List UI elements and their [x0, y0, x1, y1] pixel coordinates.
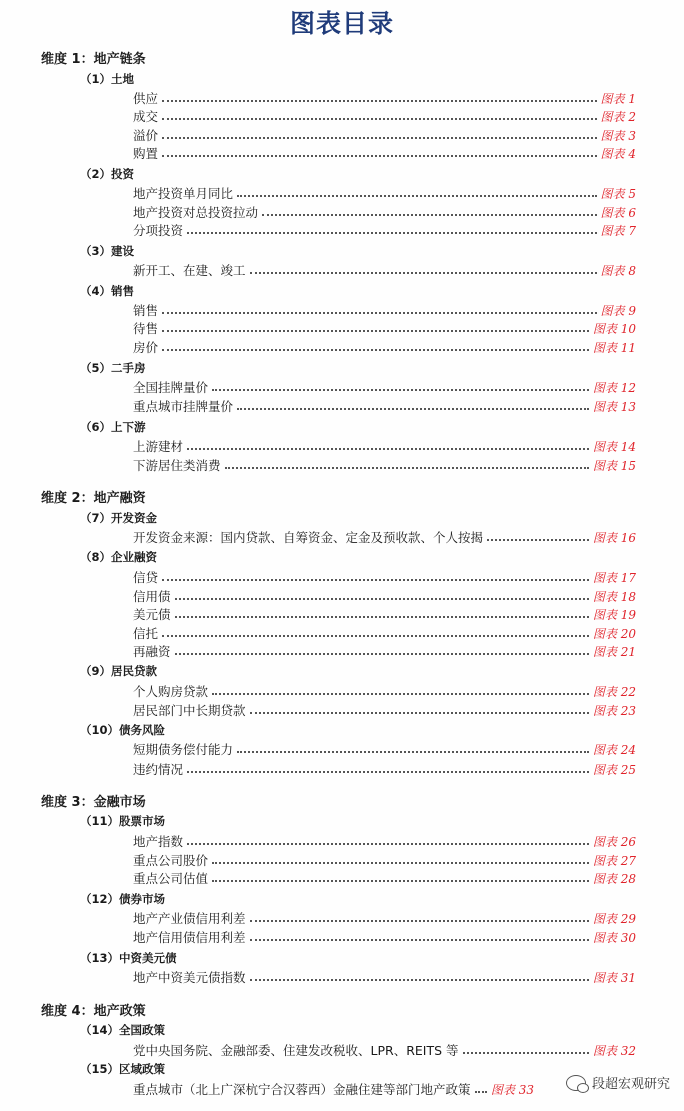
entry-label: 重点城市（北上广深杭宁合汉蓉西）金融住建等部门地产政策	[133, 1082, 471, 1097]
toc-entry[interactable]	[133, 909, 636, 927]
figure-ref[interactable]: 图表 33	[490, 1082, 534, 1097]
subsection-heading: （9）居民贷款	[80, 664, 158, 678]
dot-leader	[237, 195, 597, 197]
entry-label: 地产投资对总投资拉动	[133, 205, 259, 220]
entry-label: 新开工、在建、竣工	[133, 263, 246, 278]
toc-entry[interactable]	[133, 1080, 534, 1098]
subsection-heading: （10）债务风险	[80, 723, 166, 737]
toc-entry[interactable]	[133, 869, 636, 887]
dot-leader	[162, 118, 597, 120]
dot-leader	[250, 712, 589, 714]
figure-ref[interactable]: 图表 17	[592, 570, 636, 585]
subsection-heading: （6）上下游	[80, 420, 146, 434]
figure-ref[interactable]: 图表 12	[592, 380, 636, 395]
toc-entry[interactable]	[133, 528, 636, 546]
entry-label: 美元债	[133, 607, 171, 622]
toc-entry[interactable]	[133, 378, 636, 396]
section-heading: 维度 2：地产融资	[41, 491, 146, 506]
figure-ref[interactable]: 图表 15	[592, 458, 636, 473]
dot-leader	[237, 751, 589, 753]
entry-label: 短期债务偿付能力	[133, 742, 234, 757]
toc-entry[interactable]	[133, 928, 636, 946]
toc-entry[interactable]	[133, 587, 636, 605]
toc-entry[interactable]	[133, 144, 636, 162]
toc-entry[interactable]	[133, 126, 636, 144]
toc-entry[interactable]	[133, 760, 636, 778]
toc-entry[interactable]	[133, 568, 636, 586]
figure-ref[interactable]: 图表 31	[592, 970, 636, 985]
toc-entry[interactable]	[133, 682, 636, 700]
entry-label: 溢价	[133, 128, 159, 143]
toc-entry[interactable]	[133, 605, 636, 623]
dot-leader	[162, 137, 597, 139]
entry-label: 开发资金来源：国内贷款、自筹资金、定金及预收款、个人按揭	[133, 530, 484, 545]
figure-ref[interactable]: 图表 27	[592, 853, 636, 868]
figure-ref[interactable]: 图表 3	[600, 128, 636, 143]
figure-ref[interactable]: 图表 5	[600, 186, 636, 201]
figure-ref[interactable]: 图表 10	[592, 321, 636, 336]
page-title: 图表目录	[289, 9, 394, 38]
figure-ref[interactable]: 图表 24	[592, 742, 636, 757]
subsection-heading: （2）投资	[80, 167, 135, 181]
subsection-heading: （13）中资美元债	[80, 951, 177, 965]
toc-entry[interactable]	[133, 301, 636, 319]
dot-leader	[487, 539, 589, 541]
dot-leader	[187, 448, 589, 450]
figure-ref[interactable]: 图表 20	[592, 626, 636, 641]
figure-ref[interactable]: 图表 11	[592, 340, 636, 355]
figure-ref[interactable]: 图表 16	[592, 530, 636, 545]
dot-leader	[162, 635, 589, 637]
entry-label: 地产指数	[133, 834, 184, 849]
toc-entry[interactable]	[133, 184, 636, 202]
dot-leader	[187, 843, 589, 845]
entry-label: 信托	[133, 626, 159, 641]
section-heading: 维度 4：地产政策	[41, 1004, 146, 1019]
dot-leader	[162, 579, 589, 581]
toc-entry[interactable]	[133, 851, 636, 869]
dot-leader	[162, 100, 597, 102]
section-heading: 维度 1：地产链条	[41, 52, 146, 67]
entry-label: 待售	[133, 321, 159, 336]
subsection-heading: （11）股票市场	[80, 814, 166, 828]
figure-ref[interactable]: 图表 21	[592, 644, 636, 659]
wechat-icon	[566, 1075, 586, 1091]
entry-label: 重点城市挂牌量价	[133, 399, 234, 414]
entry-label: 个人购房贷款	[133, 684, 209, 699]
toc-entry[interactable]	[133, 338, 636, 356]
subsection-heading: （8）企业融资	[80, 550, 158, 564]
dot-leader	[162, 330, 589, 332]
dot-leader	[187, 232, 597, 234]
figure-ref[interactable]: 图表 7	[600, 223, 636, 238]
figure-ref[interactable]: 图表 19	[592, 607, 636, 622]
dot-leader	[162, 312, 597, 314]
figure-ref[interactable]: 图表 4	[600, 146, 636, 161]
entry-label: 地产信用债信用利差	[133, 930, 246, 945]
figure-ref[interactable]: 图表 8	[600, 263, 636, 278]
entry-label: 购置	[133, 146, 159, 161]
dot-leader	[250, 979, 589, 981]
subsection-heading: （7）开发资金	[80, 511, 158, 525]
figure-ref[interactable]: 图表 25	[592, 762, 636, 777]
toc-entry[interactable]	[133, 397, 636, 415]
dot-leader	[175, 653, 589, 655]
dot-leader	[212, 693, 589, 695]
entry-label: 重点公司股价	[133, 853, 209, 868]
entry-label: 信用债	[133, 589, 171, 604]
subsection-heading: （1）土地	[80, 72, 135, 86]
figure-ref[interactable]: 图表 9	[600, 303, 636, 318]
dot-leader	[175, 616, 589, 618]
subsection-heading: （15）区域政策	[80, 1062, 166, 1076]
dot-leader	[175, 598, 589, 600]
entry-label: 全国挂牌量价	[133, 380, 209, 395]
toc-entry[interactable]	[133, 701, 636, 719]
toc-entry[interactable]	[133, 221, 636, 239]
toc-entry[interactable]	[133, 107, 636, 125]
dot-leader	[237, 408, 589, 410]
toc-entry[interactable]	[133, 203, 636, 221]
dot-leader	[250, 939, 589, 941]
entry-label: 地产产业债信用利差	[133, 911, 246, 926]
entry-label: 下游居住类消费	[133, 458, 221, 473]
entry-label: 分项投资	[133, 223, 184, 238]
dot-leader	[225, 467, 589, 469]
figure-ref[interactable]: 图表 26	[592, 834, 636, 849]
entry-label: 居民部门中长期贷款	[133, 703, 246, 718]
dot-leader	[187, 771, 589, 773]
entry-label: 房价	[133, 340, 159, 355]
entry-label: 信贷	[133, 570, 159, 585]
figure-ref[interactable]: 图表 18	[592, 589, 636, 604]
figure-ref[interactable]: 图表 1	[600, 91, 636, 106]
entry-label: 上游建材	[133, 439, 184, 454]
dot-leader	[250, 272, 597, 274]
subsection-heading: （12）债券市场	[80, 892, 166, 906]
toc-entry[interactable]	[133, 261, 636, 279]
toc-entry[interactable]	[133, 437, 636, 455]
dot-leader	[162, 349, 589, 351]
toc-entry[interactable]	[133, 968, 636, 986]
entry-label: 地产投资单月同比	[133, 186, 234, 201]
subsection-heading: （4）销售	[80, 284, 135, 298]
entry-label: 党中央国务院、金融部委、住建发改税收、LPR、REITS 等	[133, 1043, 459, 1058]
entry-label: 重点公司估值	[133, 871, 209, 886]
toc-entry[interactable]	[133, 740, 636, 758]
dot-leader	[250, 920, 589, 922]
figure-ref[interactable]: 图表 22	[592, 684, 636, 699]
figure-ref[interactable]: 图表 13	[592, 399, 636, 414]
dot-leader	[162, 155, 597, 157]
toc-entry[interactable]	[133, 89, 636, 107]
figure-ref[interactable]: 图表 23	[592, 703, 636, 718]
toc-entry[interactable]	[133, 642, 636, 660]
toc-entry[interactable]	[133, 832, 636, 850]
subsection-heading: （5）二手房	[80, 361, 146, 375]
dot-leader	[475, 1091, 487, 1093]
watermark	[566, 1073, 670, 1092]
figure-ref[interactable]: 图表 28	[592, 871, 636, 886]
entry-label: 违约情况	[133, 762, 184, 777]
subsection-heading: （3）建设	[80, 244, 135, 258]
dot-leader	[212, 880, 589, 882]
toc-entry[interactable]	[133, 1041, 636, 1059]
figure-ref[interactable]: 图表 14	[592, 439, 636, 454]
figure-ref[interactable]: 图表 6	[600, 205, 636, 220]
entry-label: 供应	[133, 91, 159, 106]
subsection-heading: （14）全国政策	[80, 1023, 166, 1037]
toc-entry[interactable]	[133, 456, 636, 474]
figure-ref[interactable]: 图表 32	[592, 1043, 636, 1058]
figure-ref[interactable]: 图表 2	[600, 109, 636, 124]
dot-leader	[212, 862, 589, 864]
dot-leader	[212, 389, 589, 391]
dot-leader	[262, 214, 597, 216]
entry-label: 再融资	[133, 644, 171, 659]
section-heading: 维度 3：金融市场	[41, 795, 146, 810]
figure-ref[interactable]: 图表 29	[592, 911, 636, 926]
toc-entry[interactable]	[133, 624, 636, 642]
entry-label: 地产中资美元债指数	[133, 970, 246, 985]
watermark-text: 段超宏观研究	[591, 1077, 670, 1092]
entry-label: 销售	[133, 303, 159, 318]
entry-label: 成交	[133, 109, 159, 124]
dot-leader	[463, 1052, 589, 1054]
figure-ref[interactable]: 图表 30	[592, 930, 636, 945]
toc-entry[interactable]	[133, 319, 636, 337]
